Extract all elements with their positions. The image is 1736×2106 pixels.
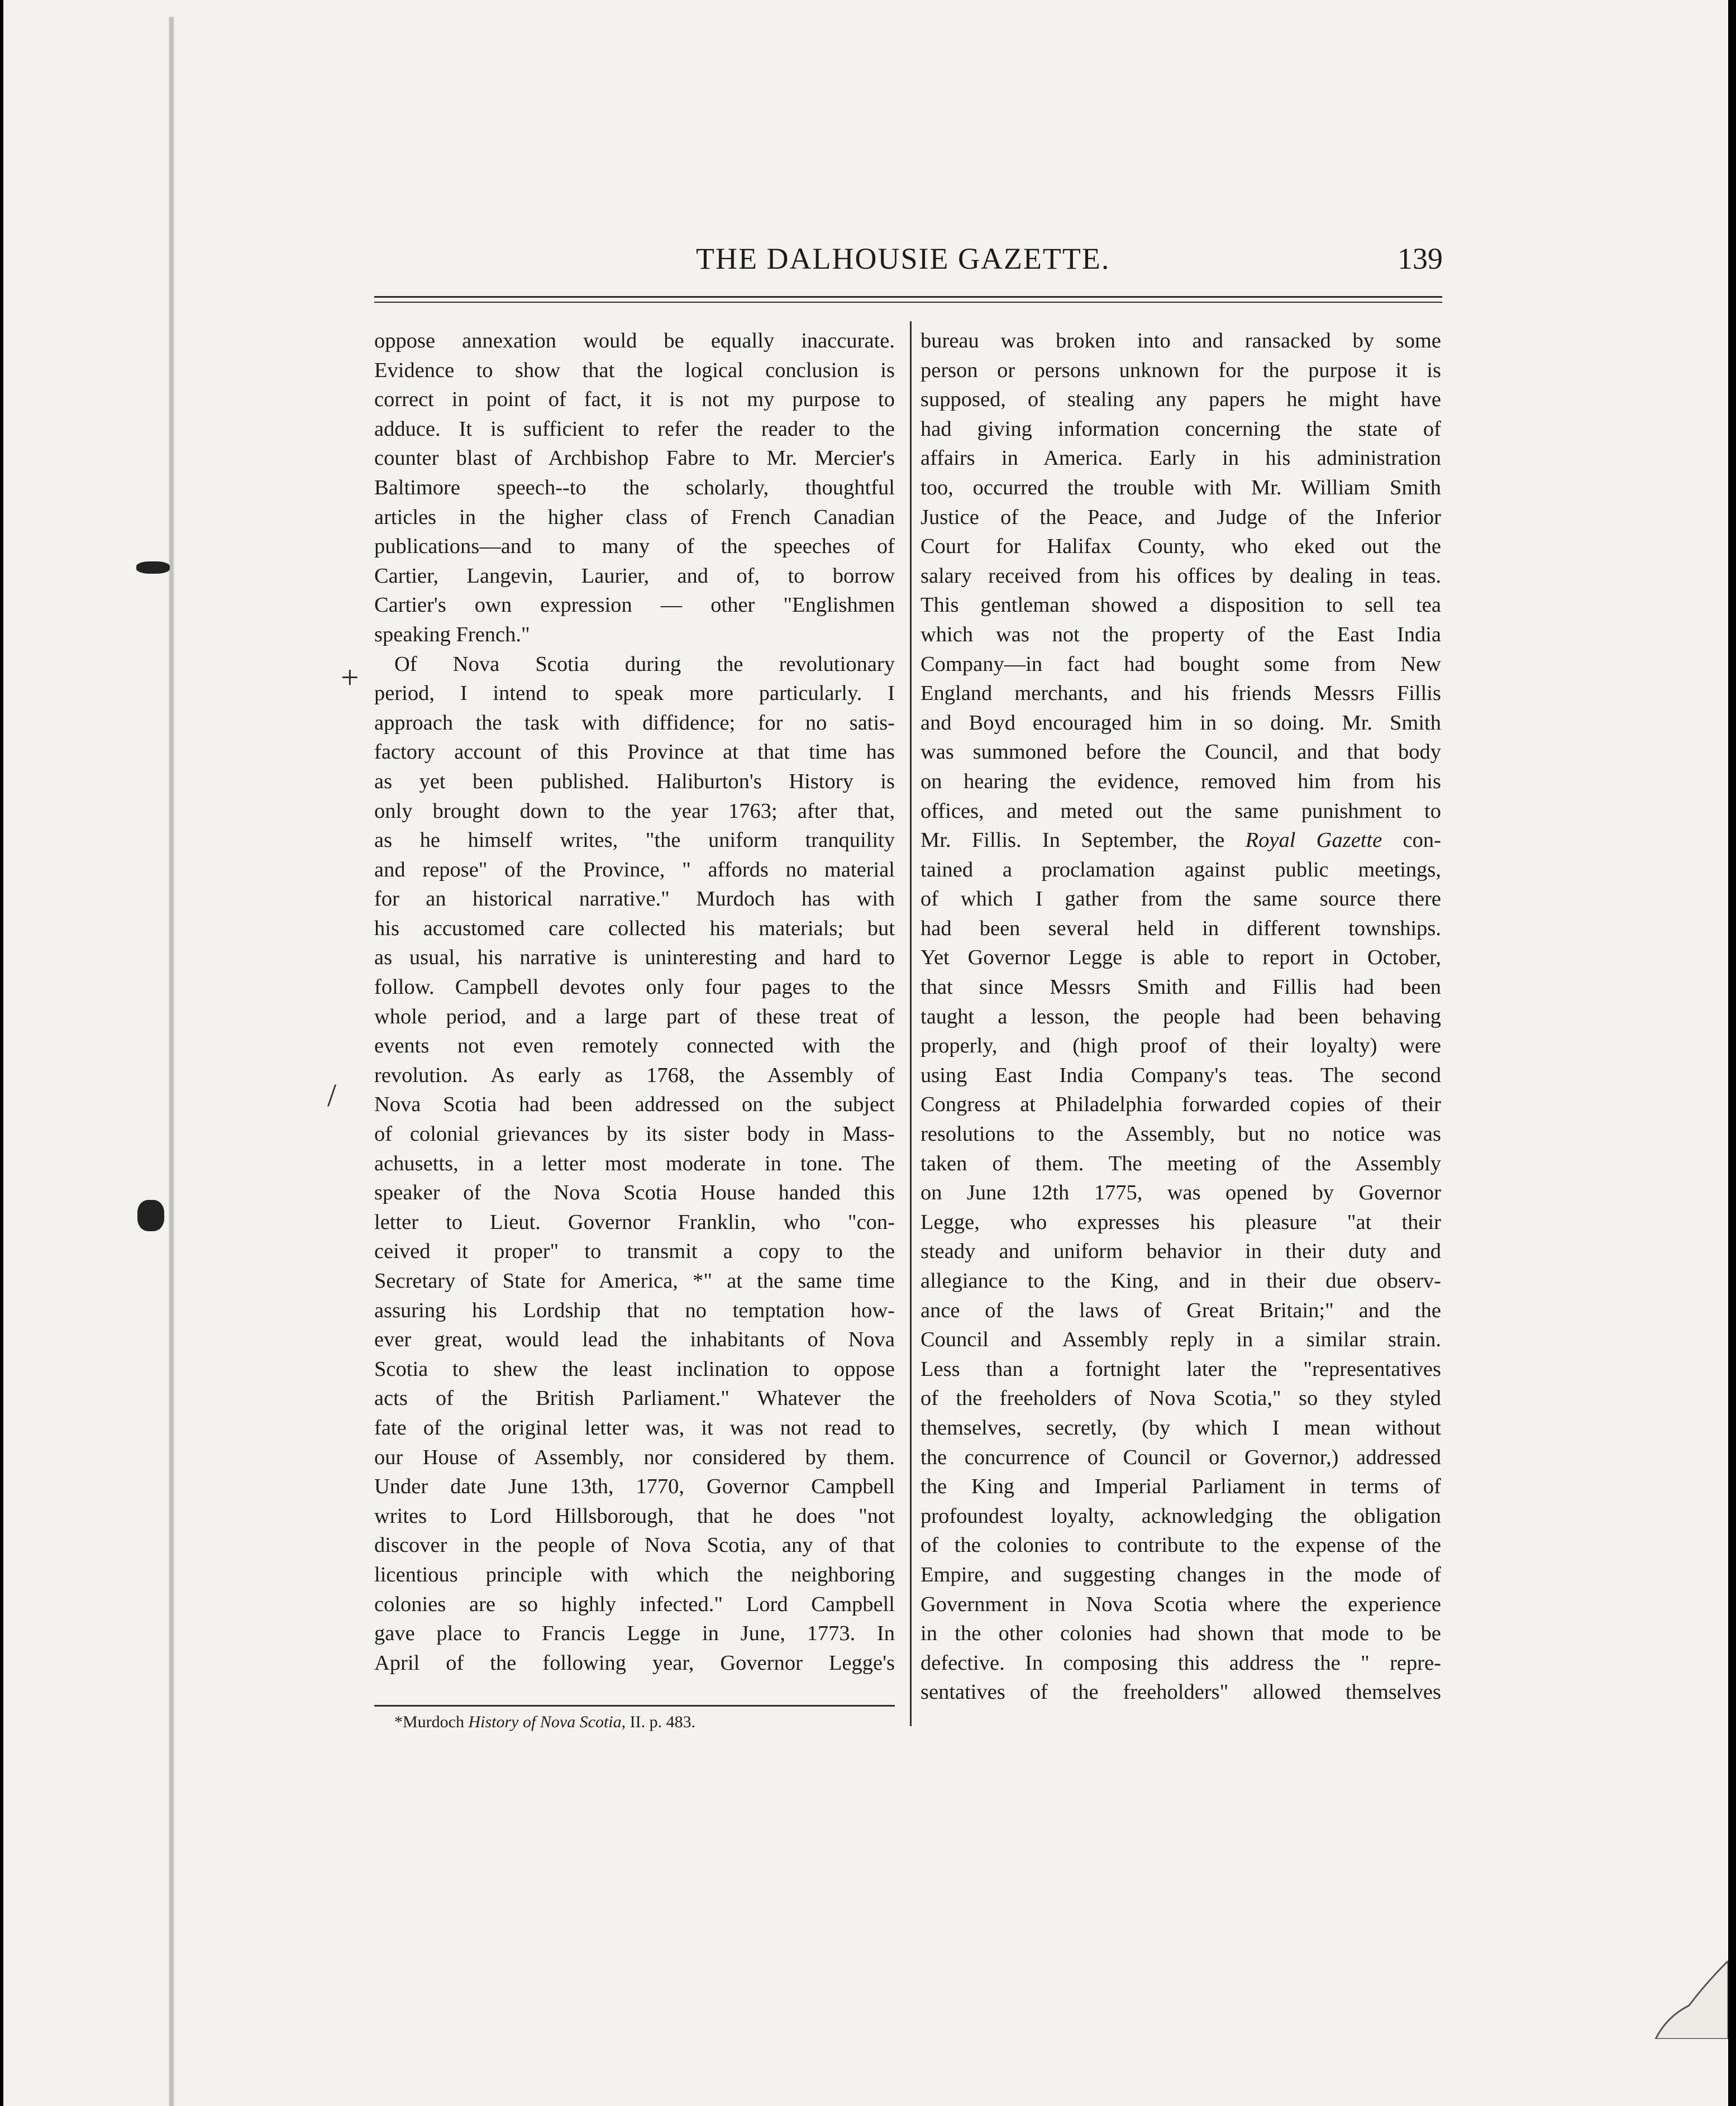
- right-column-line: too, occurred the trouble with Mr. William Smith: [921, 475, 1441, 499]
- right-column-line: Congress at Philadelphia forwarded copies of their: [921, 1093, 1441, 1117]
- left-column-line: gave place to Francis Legge in June, 1773. In: [374, 1622, 895, 1646]
- right-column-line: allegiance to the King, and in their due observ-: [921, 1269, 1441, 1293]
- left-column-line: assuring his Lordship that no temptation how-: [374, 1298, 895, 1322]
- right-column-line: bureau was broken into and ransacked by some: [921, 329, 1441, 352]
- left-column-line: correct in point of fact, it is not my purpose to: [374, 388, 895, 412]
- left-column-line: follow. Campbell devotes only four pages to the: [374, 975, 895, 999]
- right-column-line: profoundest loyalty, acknowledging the obligation: [921, 1504, 1441, 1528]
- left-column-line: ceived it proper" to transmit a copy to the: [374, 1240, 895, 1264]
- left-column-line: Cartier, Langevin, Laurier, and of, to borrow: [374, 564, 895, 588]
- right-column-line: taken of them. The meeting of the Assembly: [921, 1151, 1441, 1175]
- left-column-line: only brought down to the year 1763; after that,: [374, 799, 895, 823]
- binding-fold: [169, 17, 174, 2106]
- ink-smudge-lower: [137, 1200, 164, 1231]
- page-header: [3, 241, 1728, 286]
- left-column-line: revolution. As early as 1768, the Assembly of: [374, 1063, 895, 1087]
- left-column-line: oppose annexation would be equally inaccurate.: [374, 329, 895, 352]
- right-column-line: Yet Governor Legge is able to report in October,: [921, 946, 1441, 970]
- left-column-line: Nova Scotia had been addressed on the subject: [374, 1093, 895, 1117]
- left-column-line: for an historical narrative." Murdoch has with: [374, 887, 895, 911]
- left-column-line: adduce. It is sufficient to refer the reader to the: [374, 417, 895, 441]
- left-column-line: April of the following year, Governor Legge's: [374, 1651, 895, 1675]
- left-column-line: whole period, and a large part of these treat of: [374, 1004, 895, 1028]
- header-rule-bottom: [374, 302, 1442, 303]
- right-column-line: salary received from his offices by dealing in teas.: [921, 564, 1441, 588]
- left-column-line: Cartier's own expression — other "Englishmen: [374, 593, 895, 617]
- right-column-line: had giving information concerning the state of: [921, 417, 1441, 441]
- right-column-line: had been several held in different townships.: [921, 916, 1441, 940]
- right-column-line: supposed, of stealing any papers he might have: [921, 388, 1441, 412]
- right-column-line: Council and Assembly reply in a similar strain.: [921, 1328, 1441, 1352]
- right-column-line: Government in Nova Scotia where the experience: [921, 1592, 1441, 1616]
- margin-cross-mark: +: [341, 659, 359, 695]
- left-column-line: events not even remotely connected with the: [374, 1034, 895, 1058]
- running-title: THE DALHOUSIE GAZETTE.: [696, 242, 1110, 275]
- right-column-line: of the colonies to contribute to the expense of the: [921, 1533, 1441, 1557]
- right-column-line: which was not the property of the East India: [921, 622, 1441, 646]
- left-column-line: as usual, his narrative is uninteresting and hard to: [374, 946, 895, 970]
- left-column-line: Of Nova Scotia during the revolutionary: [394, 652, 895, 676]
- right-column-line: sentatives of the freeholders" allowed themselves: [921, 1680, 1441, 1704]
- right-column-line: the King and Imperial Parliament in terms of: [921, 1475, 1441, 1499]
- footnote-suffix: , II. p. 483.: [621, 1713, 696, 1731]
- margin-tick-mark: /: [327, 1077, 337, 1113]
- right-column-line: affairs in America. Early in his administration: [921, 446, 1441, 470]
- left-column-line: as yet been published. Haliburton's History is: [374, 769, 895, 793]
- left-column-line: letter to Lieut. Governor Franklin, who "con-: [374, 1210, 895, 1234]
- right-column-line: on hearing the evidence, removed him from his: [921, 769, 1441, 793]
- left-column-line: ever great, would lead the inhabitants of Nova: [374, 1328, 895, 1352]
- right-column-line: Mr. Fillis. In September, the Royal Gazette con-: [921, 828, 1441, 852]
- left-column-line: approach the task with diffidence; for no satis-: [374, 711, 895, 735]
- right-column-line: Court for Halifax County, who eked out the: [921, 535, 1441, 559]
- right-column-line: tained a proclamation against public meetings,: [921, 857, 1441, 882]
- right-column-line: of the freeholders of Nova Scotia," so they styled: [921, 1386, 1441, 1411]
- right-article-column: [921, 326, 1441, 1707]
- right-column-line: and Boyd encouraged him in so doing. Mr. Smith: [921, 711, 1441, 735]
- footnote: [394, 1713, 695, 1732]
- right-column-line: Legge, who expresses his pleasure "at their: [921, 1210, 1441, 1234]
- column-divider: [910, 321, 912, 1726]
- footnote-rule: [374, 1705, 895, 1707]
- left-column-line: as he himself writes, "the uniform tranquility: [374, 828, 895, 852]
- torn-corner: [1633, 1961, 1728, 2039]
- right-column-line: taught a lesson, the people had been behaving: [921, 1004, 1441, 1028]
- left-column-line: factory account of this Province at that time has: [374, 740, 895, 764]
- header-rule-top: [374, 296, 1442, 298]
- right-column-line: Empire, and suggesting changes in the mode of: [921, 1562, 1441, 1586]
- right-column-line: on June 12th 1775, was opened by Governor: [921, 1181, 1441, 1205]
- left-column-line: our House of Assembly, nor considered by them.: [374, 1445, 895, 1469]
- right-column-line: was summoned before the Council, and that body: [921, 740, 1441, 764]
- left-column-line: period, I intend to speak more particularly. I: [374, 682, 895, 706]
- left-column-line: Baltimore speech--to the scholarly, thoughtful: [374, 475, 895, 499]
- left-column-line: writes to Lord Hillsborough, that he does "not: [374, 1504, 895, 1528]
- left-column-line: of colonial grievances by its sister body in Mass-: [374, 1122, 895, 1146]
- right-column-line: resolutions to the Assembly, but no notice was: [921, 1122, 1441, 1146]
- right-column-line: Justice of the Peace, and Judge of the Inferior: [921, 505, 1441, 529]
- right-column-line: Less than a fortnight later the "representatives: [921, 1357, 1441, 1381]
- left-column-line: licentious principle with which the neighboring: [374, 1562, 895, 1586]
- right-column-line: in the other colonies had shown that mode to be: [921, 1622, 1441, 1646]
- newspaper-page: [3, 0, 1728, 2106]
- left-column-line: acts of the British Parliament." Whatever the: [374, 1386, 895, 1411]
- left-column-line: counter blast of Archbishop Fabre to Mr. Mercier's: [374, 446, 895, 470]
- right-column-line: This gentleman showed a disposition to sell tea: [921, 593, 1441, 617]
- left-column-line: Scotia to shew the least inclination to oppose: [374, 1357, 895, 1381]
- right-column-line: England merchants, and his friends Messrs Fillis: [921, 682, 1441, 706]
- right-column-line: Company—in fact had bought some from New: [921, 652, 1441, 676]
- footnote-title: History of Nova Scotia: [468, 1713, 622, 1731]
- left-column-line: his accustomed care collected his materials; but: [374, 916, 895, 940]
- left-column-line: and repose" of the Province, " affords no material: [374, 857, 895, 882]
- right-column-line: person or persons unknown for the purpose it is: [921, 358, 1441, 382]
- left-column-line: Under date June 13th, 1770, Governor Campbell: [374, 1475, 895, 1499]
- left-column-line: publications—and to many of the speeches of: [374, 535, 895, 559]
- left-column-line: colonies are so highly infected." Lord Campbell: [374, 1592, 895, 1616]
- footnote-prefix: *Murdoch: [394, 1713, 469, 1731]
- right-column-line: using East India Company's teas. The second: [921, 1063, 1441, 1087]
- right-column-line: that since Messrs Smith and Fillis had been: [921, 975, 1441, 999]
- right-column-line: steady and uniform behavior in their duty and: [921, 1240, 1441, 1264]
- right-column-line: properly, and (high proof of their loyalty) were: [921, 1034, 1441, 1058]
- newspaper-title-italic: Royal Gazette: [1245, 828, 1382, 852]
- left-column-line: speaking French.": [374, 622, 530, 646]
- left-column-line: discover in the people of Nova Scotia, any of that: [374, 1533, 895, 1557]
- left-column-line: articles in the higher class of French Canadian: [374, 505, 895, 529]
- right-column-line: of which I gather from the same source there: [921, 887, 1441, 911]
- left-column-line: Evidence to show that the logical conclusion is: [374, 358, 895, 382]
- right-column-line: ance of the laws of Great Britain;" and the: [921, 1298, 1441, 1322]
- left-article-column: [374, 326, 895, 1678]
- right-column-line: defective. In composing this address the " repre-: [921, 1651, 1441, 1675]
- left-column-line: fate of the original letter was, it was not read to: [374, 1416, 895, 1440]
- right-column-line: offices, and meted out the same punishment to: [921, 799, 1441, 823]
- right-column-line: themselves, secretly, (by which I mean without: [921, 1416, 1441, 1440]
- left-column-line: achusetts, in a letter most moderate in tone. The: [374, 1151, 895, 1175]
- ink-smudge-upper: [136, 561, 170, 574]
- left-column-line: Secretary of State for America, *" at the same time: [374, 1269, 895, 1293]
- page-number: 139: [1398, 242, 1443, 275]
- left-column-line: speaker of the Nova Scotia House handed this: [374, 1181, 895, 1205]
- right-column-line: the concurrence of Council or Governor,) addressed: [921, 1445, 1441, 1469]
